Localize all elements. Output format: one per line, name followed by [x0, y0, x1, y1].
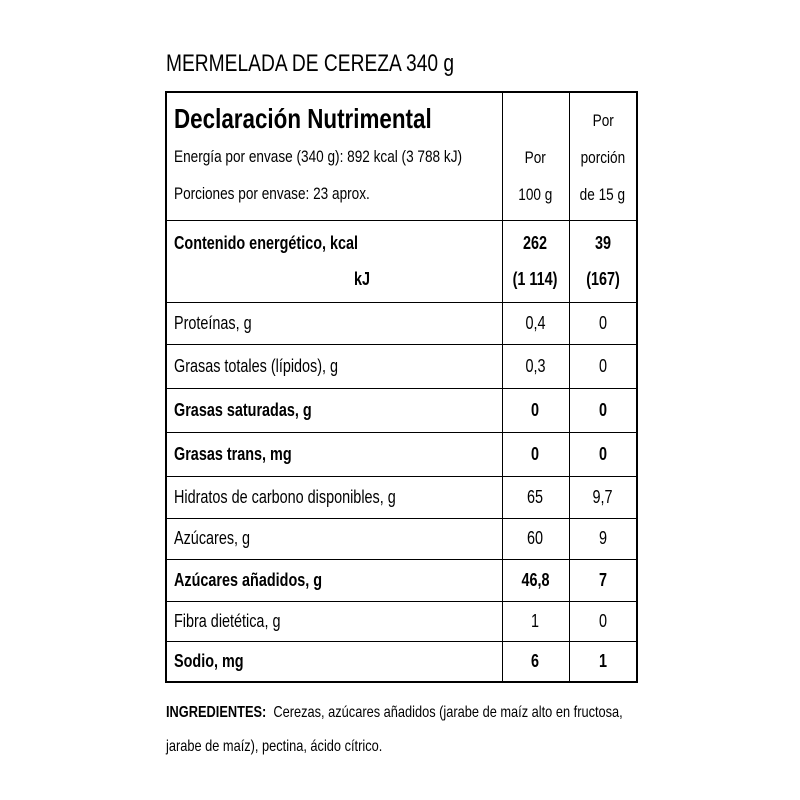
nutrient-label: Grasas totales (lípidos), g [166, 344, 502, 388]
nutrient-row-total-fat [166, 344, 637, 388]
nutrient-label: Sodio, mg [166, 641, 502, 682]
nutrient-per-portion: 0 [569, 302, 637, 344]
nutrient-row-sodium [166, 641, 637, 682]
nutrient-per-100g: 65 [502, 476, 569, 518]
nutrient-per-100g: 0,4 [502, 302, 569, 344]
energy-label: Contenido energético, kcal kJ [166, 220, 502, 302]
nutrient-label: Grasas saturadas, g [166, 388, 502, 432]
nutrient-per-portion: 0 [569, 432, 637, 476]
nutrient-row-fiber [166, 601, 637, 641]
product-title-text: MERMELADA DE CEREZA 340 g [166, 50, 455, 77]
declaration-header [166, 92, 502, 220]
nutrient-per-100g: 1 [502, 601, 569, 641]
nutrient-row-trans-fat [166, 432, 637, 476]
ingredients-line-1 [166, 696, 800, 730]
ingredients-label: INGREDIENTES: [166, 704, 267, 721]
nutrient-per-100g: 6 [502, 641, 569, 682]
nutrient-label: Hidratos de carbono disponibles, g [166, 476, 502, 518]
energy-per-portion: 39 (167) [569, 220, 637, 302]
energy-per-100g: 262 (1 114) [502, 220, 569, 302]
nutrient-per-100g: 0 [502, 432, 569, 476]
nutrient-per-100g: 60 [502, 518, 569, 559]
nutrient-row-saturated-fat [166, 388, 637, 432]
energy-per-pack: Energía por envase (340 g): 892 kcal (3 788 kJ) [174, 147, 463, 166]
ingredients-text-2: jarabe de maíz), pectina, ácido cítrico. [166, 738, 383, 755]
nutrient-row-carbohydrates [166, 476, 637, 518]
nutrient-row-proteins [166, 302, 637, 344]
nutrient-label: Azúcares, g [166, 518, 502, 559]
column-header-per-100g: Por 100 g [502, 92, 569, 220]
energy-row [166, 220, 637, 302]
column-header-per-portion: Por porción de 15 g [569, 92, 637, 220]
header-row [166, 92, 637, 220]
nutrient-row-sugars [166, 518, 637, 559]
nutrition-facts-table [165, 91, 638, 683]
nutrient-per-portion: 1 [569, 641, 637, 682]
nutrient-per-portion: 0 [569, 344, 637, 388]
nutrient-label: Fibra dietética, g [166, 601, 502, 641]
ingredients-line-2 [166, 730, 800, 764]
nutrient-per-portion: 9 [569, 518, 637, 559]
nutrient-per-100g: 0,3 [502, 344, 569, 388]
servings-per-pack: Porciones por envase: 23 aprox. [174, 184, 370, 203]
nutrient-per-portion: 0 [569, 601, 637, 641]
nutrient-label: Azúcares añadidos, g [166, 559, 502, 601]
nutrient-per-portion: 0 [569, 388, 637, 432]
declaration-title: Declaración Nutrimental [174, 103, 432, 134]
ingredients-text-1: Cerezas, azúcares añadidos (jarabe de maíz alto en fructosa, [273, 704, 623, 721]
nutrient-per-100g: 46,8 [502, 559, 569, 601]
nutrient-per-portion: 7 [569, 559, 637, 601]
nutrient-label: Proteínas, g [166, 302, 502, 344]
nutrient-label: Grasas trans, mg [166, 432, 502, 476]
nutrient-per-portion: 9,7 [569, 476, 637, 518]
product-title [166, 50, 526, 78]
nutrient-row-added-sugars [166, 559, 637, 601]
nutrient-per-100g: 0 [502, 388, 569, 432]
ingredients-block [166, 696, 800, 764]
